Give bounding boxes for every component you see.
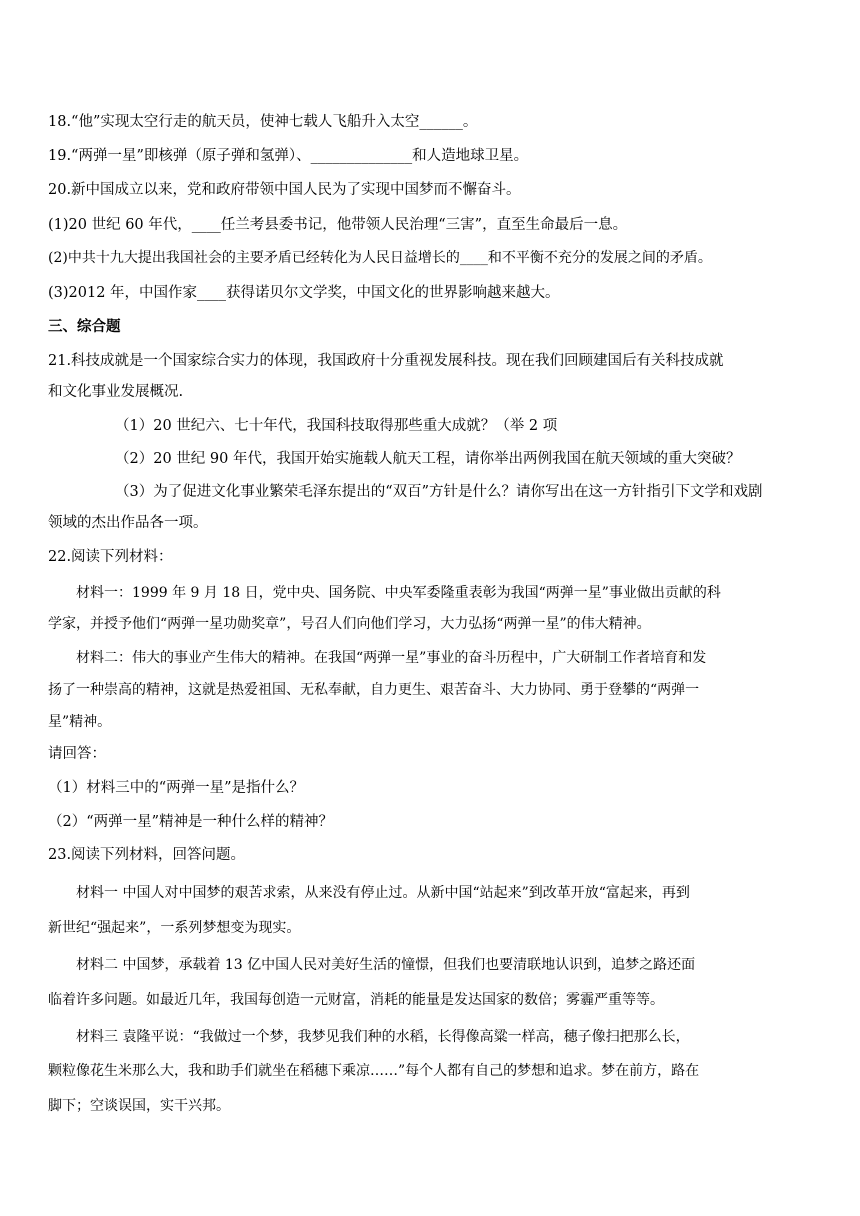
question-18: 18.“他”实现太空行走的航天员，使神七载人飞船升入太空______。 bbox=[48, 114, 478, 130]
question-20-stem: 20.新中国成立以来，党和政府带领中国人民为了实现中国梦而不懈奋斗。 bbox=[48, 182, 521, 198]
question-23-material-3-line-3: 脚下；空谈误国，实干兴邦。 bbox=[48, 1098, 230, 1114]
question-19: 19.“两弹一星”即核弹（原子弹和氢弹）、______________和人造地球卫星。 bbox=[48, 148, 529, 164]
question-20-part-1: (1)20 世纪 60 年代，____任兰考县委书记，他带领人民治理“三害”，直至生命最后一息。 bbox=[48, 217, 628, 233]
question-21-stem-line-2: 和文化事业发展概况. bbox=[48, 384, 184, 400]
question-21-part-3-line-2: 领域的杰出作品各一项。 bbox=[48, 515, 208, 531]
question-20-part-3: (3)2012 年，中国作家____获得诺贝尔文学奖，中国文化的世界影响越来越大。 bbox=[48, 285, 560, 301]
question-22-material-1-line-1: 材料一：1999 年 9 月 18 日，党中央、国务院、中央军委隆重表彰为我国“两弹一星”事业做出贡献的科 bbox=[76, 585, 721, 601]
question-22-material-2-line-2: 扬了一种崇高的精神，这就是热爱祖国、无私奉献，自力更生、艰苦奋斗、大力协同、勇于登攀的“两弹一 bbox=[48, 682, 700, 698]
question-23-material-3-line-2: 颗粒像花生米那么大，我和助手们就坐在稻穗下乘凉……”每个人都有自己的梦想和追求。梦在前方，路在 bbox=[48, 1063, 700, 1079]
question-23-material-2-line-1: 材料二 中国梦，承载着 13 亿中国人民对美好生活的憧憬，但我们也要清联地认识到，追梦之路还面 bbox=[76, 957, 696, 973]
section-3-heading: 三、综合题 bbox=[48, 318, 121, 335]
question-21-part-3-line-1: （3）为了促进文化事业繁荣毛泽东提出的“双百”方针是什么？请你写出在这一方针指引下文学和戏剧 bbox=[115, 484, 763, 500]
question-22-material-2-line-3: 星”精神。 bbox=[48, 714, 112, 730]
question-22-stem: 22.阅读下列材料： bbox=[48, 549, 173, 565]
question-20-part-2: (2)中共十九大提出我国社会的主要矛盾已经转化为人民日益增长的____和不平衡不充分的发展之间的矛盾。 bbox=[48, 250, 712, 266]
question-23-material-1-line-1: 材料一 中国人对中国梦的艰苦求索，从来没有停止过。从新中国“站起来”到改革开放“富起来，再到 bbox=[76, 885, 690, 901]
question-22-material-1-line-2: 学家，并授予他们“两弹一星功勋奖章”，号召人们向他们学习，大力弘扬“两弹一星”的伟大精神。 bbox=[48, 616, 651, 632]
question-22-answer-2: （2）“两弹一星”精神是一种什么样的精神？ bbox=[48, 814, 334, 830]
question-21-part-2: （2）20 世纪 90 年代，我国开始实施载人航天工程，请你举出两例我国在航天领域的重大突破？ bbox=[115, 451, 741, 467]
question-22-material-2-line-1: 材料二：伟大的事业产生伟大的精神。在我国“两弹一星”事业的奋斗历程中，广大研制工作者培育和发 bbox=[76, 650, 707, 666]
question-21-stem-line-1: 21.科技成就是一个国家综合实力的体现，我国政府十分重视发展科技。现在我们回顾建国后有关科技成就 bbox=[48, 353, 724, 369]
question-21-part-1: （1）20 世纪六、七十年代，我国科技取得那些重大成就？（举 2 项 bbox=[115, 418, 558, 434]
question-22-answer-1: （1）材料三中的“两弹一星”是指什么？ bbox=[48, 780, 305, 796]
question-23-stem: 23.阅读下列材料，回答问题。 bbox=[48, 847, 246, 863]
question-22-ask: 请回答： bbox=[48, 746, 106, 762]
question-23-material-2-line-2: 临着许多问题。如最近几年，我国每创造一元财富，消耗的能量是发达国家的数倍；雾霾严重等等。 bbox=[48, 992, 664, 1008]
question-23-material-1-line-2: 新世纪“强起来”，一系列梦想变为现实。 bbox=[48, 920, 301, 936]
question-23-material-3-line-1: 材料三 袁隆平说：“我做过一个梦，我梦见我们种的水稻，长得像高粱一样高，穗子像扫把那么长， bbox=[76, 1029, 690, 1045]
